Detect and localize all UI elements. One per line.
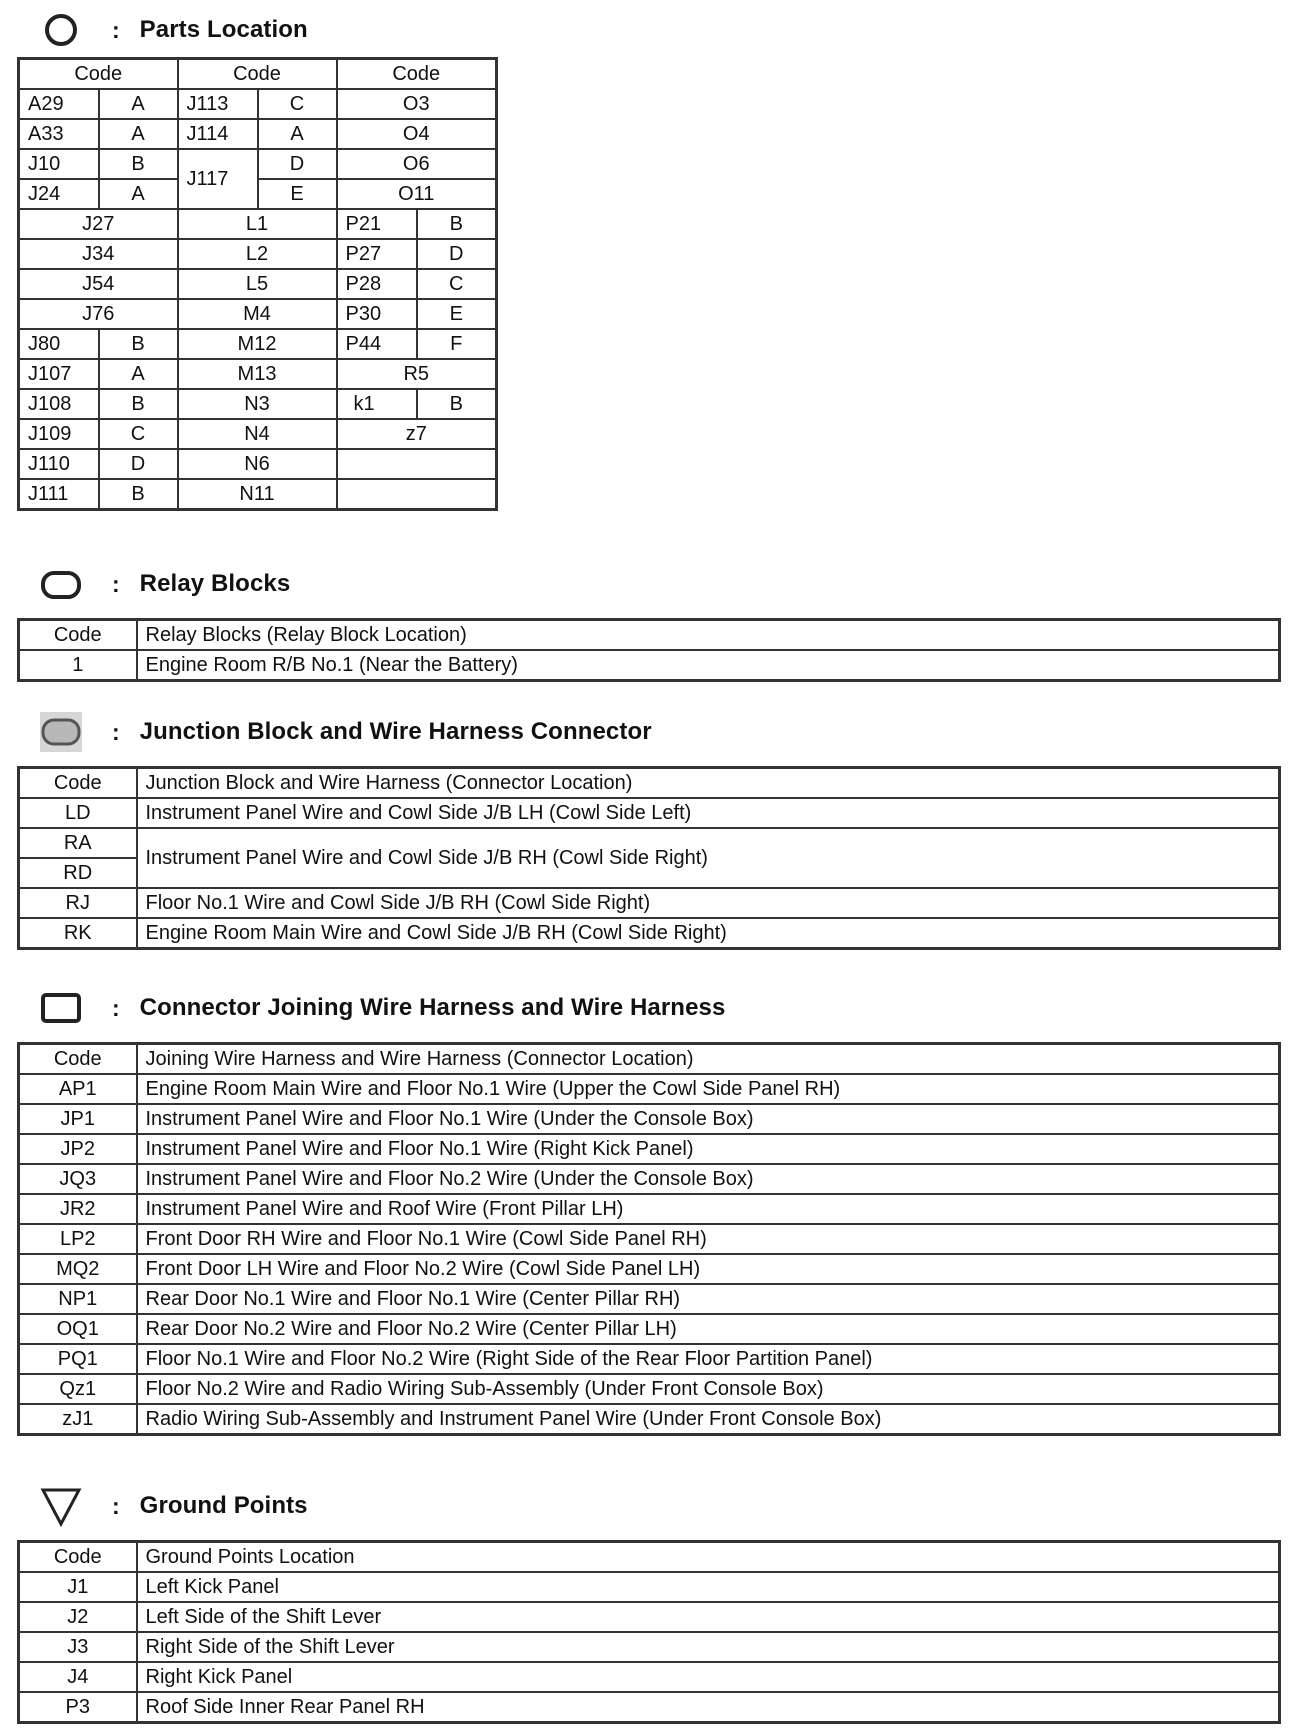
table-row (19, 1254, 1280, 1284)
table-row (19, 1404, 1280, 1435)
table-header-row (19, 1044, 1280, 1075)
connector-joining-table (17, 1042, 1281, 1436)
code-cell: P21 (337, 209, 417, 239)
header-cell: Code (19, 1542, 137, 1573)
table-row (19, 1374, 1280, 1404)
location-cell: D (99, 449, 178, 479)
relay-blocks-table (17, 618, 1281, 682)
table-row (19, 1284, 1280, 1314)
code-cell: J2 (19, 1602, 137, 1632)
rounded-oval-icon (38, 564, 84, 604)
ground-points-table (17, 1540, 1281, 1724)
table-row (19, 918, 1280, 949)
code-cell: N6 (178, 449, 337, 479)
table-row (19, 359, 497, 389)
relay-blocks-heading (38, 564, 290, 604)
code-cell: J27 (19, 209, 178, 239)
code-cell: J117 (178, 149, 258, 209)
code-cell: LD (19, 798, 137, 828)
table-header-row (19, 1542, 1280, 1573)
connector-joining-heading (38, 988, 725, 1028)
ground-points-heading (38, 1486, 308, 1526)
location-cell: B (417, 389, 497, 419)
location-cell: Instrument Panel Wire and Floor No.1 Wire (Under the Console Box) (137, 1104, 1280, 1134)
location-cell: Front Door LH Wire and Floor No.2 Wire (Cowl Side Panel LH) (137, 1254, 1280, 1284)
code-cell: L2 (178, 239, 337, 269)
location-cell: Engine Room R/B No.1 (Near the Battery) (137, 650, 1280, 681)
code-cell: JP2 (19, 1134, 137, 1164)
header-cell: Relay Blocks (Relay Block Location) (137, 620, 1280, 651)
code-cell: J10 (19, 149, 99, 179)
code-cell: J80 (19, 329, 99, 359)
table-row (19, 149, 497, 179)
table-row (19, 209, 497, 239)
table-header-row (19, 59, 497, 90)
code-cell: MQ2 (19, 1254, 137, 1284)
location-cell: Left Side of the Shift Lever (137, 1602, 1280, 1632)
code-cell: J3 (19, 1632, 137, 1662)
code-cell: JP1 (19, 1104, 137, 1134)
table-row (19, 1074, 1280, 1104)
location-cell: B (99, 479, 178, 510)
location-cell: Front Door RH Wire and Floor No.1 Wire (Cowl Side Panel RH) (137, 1224, 1280, 1254)
code-cell: A29 (19, 89, 99, 119)
location-cell: A (99, 179, 178, 209)
code-cell: J24 (19, 179, 99, 209)
header-cell: Junction Block and Wire Harness (Connector Location) (137, 768, 1280, 799)
location-cell: Left Kick Panel (137, 1572, 1280, 1602)
code-cell: P27 (337, 239, 417, 269)
location-cell: Right Side of the Shift Lever (137, 1632, 1280, 1662)
code-cell: P30 (337, 299, 417, 329)
location-cell: Floor No.1 Wire and Cowl Side J/B RH (Cowl Side Right) (137, 888, 1280, 918)
location-cell: Floor No.1 Wire and Floor No.2 Wire (Right Side of the Rear Floor Partition Panel) (137, 1344, 1280, 1374)
inverted-triangle-icon (38, 1486, 84, 1526)
section-title: Ground Points (139, 1492, 308, 1519)
table-row (19, 119, 497, 149)
heading-colon: : (112, 570, 120, 597)
code-cell: N11 (178, 479, 337, 510)
code-cell: J113 (178, 89, 258, 119)
table-row (19, 1224, 1280, 1254)
location-cell: A (99, 89, 178, 119)
table-row (19, 888, 1280, 918)
table-header-row (19, 620, 1280, 651)
section-title: Relay Blocks (139, 570, 291, 597)
code-cell: J107 (19, 359, 99, 389)
table-row (19, 299, 497, 329)
parts-location-table (17, 57, 498, 511)
table-row (19, 269, 497, 299)
location-cell: A (99, 359, 178, 389)
junction-block-heading (38, 712, 652, 752)
code-cell: RD (19, 858, 137, 888)
table-row (19, 329, 497, 359)
code-cell: OQ1 (19, 1314, 137, 1344)
code-cell: P3 (19, 1692, 137, 1723)
location-cell: B (99, 329, 178, 359)
table-row (19, 179, 497, 209)
table-row (19, 389, 497, 419)
code-cell: k1 (337, 389, 417, 419)
table-row (19, 1572, 1280, 1602)
location-cell: Engine Room Main Wire and Cowl Side J/B RH (Cowl Side Right) (137, 918, 1280, 949)
table-row (19, 89, 497, 119)
section-title: Parts Location (139, 16, 308, 43)
location-cell: B (417, 209, 497, 239)
table-header-row (19, 768, 1280, 799)
location-cell: Rear Door No.2 Wire and Floor No.2 Wire (Center Pillar LH) (137, 1314, 1280, 1344)
code-cell: P44 (337, 329, 417, 359)
code-cell: PQ1 (19, 1344, 137, 1374)
code-cell: J114 (178, 119, 258, 149)
location-cell: Radio Wiring Sub-Assembly and Instrument Panel Wire (Under Front Console Box) (137, 1404, 1280, 1435)
code-cell: O11 (337, 179, 497, 209)
code-cell: RJ (19, 888, 137, 918)
code-cell: J4 (19, 1662, 137, 1692)
table-row (19, 828, 1280, 858)
table-row (19, 1104, 1280, 1134)
rounded-square-icon (38, 988, 84, 1028)
location-cell: C (99, 419, 178, 449)
table-row (19, 1662, 1280, 1692)
heading-colon: : (112, 16, 120, 43)
code-cell: JQ3 (19, 1164, 137, 1194)
code-cell: O6 (337, 149, 497, 179)
location-cell: Instrument Panel Wire and Cowl Side J/B RH (Cowl Side Right) (137, 828, 1280, 888)
header-cell: Joining Wire Harness and Wire Harness (Connector Location) (137, 1044, 1280, 1075)
location-cell: C (417, 269, 497, 299)
code-cell: Qz1 (19, 1374, 137, 1404)
code-cell: L1 (178, 209, 337, 239)
header-cell: Code (337, 59, 497, 90)
table-row (19, 650, 1280, 681)
location-cell: B (99, 389, 178, 419)
code-cell: M12 (178, 329, 337, 359)
location-cell: Instrument Panel Wire and Roof Wire (Front Pillar LH) (137, 1194, 1280, 1224)
code-cell: O3 (337, 89, 497, 119)
empty-cell (337, 449, 497, 479)
code-cell: J76 (19, 299, 178, 329)
code-cell: z7 (337, 419, 497, 449)
code-cell: J109 (19, 419, 99, 449)
code-cell: J110 (19, 449, 99, 479)
location-cell: Engine Room Main Wire and Floor No.1 Wire (Upper the Cowl Side Panel RH) (137, 1074, 1280, 1104)
header-cell: Code (19, 1044, 137, 1075)
location-cell: B (99, 149, 178, 179)
location-cell: Instrument Panel Wire and Floor No.1 Wire (Right Kick Panel) (137, 1134, 1280, 1164)
code-cell: R5 (337, 359, 497, 389)
location-cell: D (258, 149, 337, 179)
location-cell: Instrument Panel Wire and Floor No.2 Wire (Under the Console Box) (137, 1164, 1280, 1194)
empty-cell (337, 479, 497, 510)
code-cell: J54 (19, 269, 178, 299)
section-title: Connector Joining Wire Harness and Wire Harness (139, 994, 726, 1021)
code-cell: J34 (19, 239, 178, 269)
code-cell: P28 (337, 269, 417, 299)
location-cell: E (417, 299, 497, 329)
location-cell: F (417, 329, 497, 359)
header-cell: Code (19, 59, 178, 90)
circle-icon (38, 10, 84, 50)
location-cell: Roof Side Inner Rear Panel RH (137, 1692, 1280, 1723)
code-cell: N4 (178, 419, 337, 449)
code-cell: J1 (19, 1572, 137, 1602)
location-cell: A (258, 119, 337, 149)
code-cell: zJ1 (19, 1404, 137, 1435)
table-row (19, 1314, 1280, 1344)
code-cell: LP2 (19, 1224, 137, 1254)
heading-colon: : (112, 718, 120, 745)
code-cell: A33 (19, 119, 99, 149)
code-cell: RK (19, 918, 137, 949)
code-cell: M13 (178, 359, 337, 389)
code-cell: RA (19, 828, 137, 858)
location-cell: Rear Door No.1 Wire and Floor No.1 Wire (Center Pillar RH) (137, 1284, 1280, 1314)
section-title: Junction Block and Wire Harness Connector (139, 718, 652, 745)
code-cell: JR2 (19, 1194, 137, 1224)
code-cell: 1 (19, 650, 137, 681)
location-cell: Floor No.2 Wire and Radio Wiring Sub-Assembly (Under Front Console Box) (137, 1374, 1280, 1404)
table-row (19, 1602, 1280, 1632)
code-cell: AP1 (19, 1074, 137, 1104)
code-cell: N3 (178, 389, 337, 419)
location-cell: E (258, 179, 337, 209)
header-cell: Code (178, 59, 337, 90)
heading-colon: : (112, 1492, 120, 1519)
code-cell: NP1 (19, 1284, 137, 1314)
table-row (19, 1632, 1280, 1662)
table-row (19, 1692, 1280, 1723)
header-cell: Code (19, 768, 137, 799)
code-cell: J111 (19, 479, 99, 510)
code-cell: J108 (19, 389, 99, 419)
junction-block-table (17, 766, 1281, 950)
location-cell: D (417, 239, 497, 269)
table-row (19, 449, 497, 479)
table-row (19, 1194, 1280, 1224)
shaded-oval-icon (38, 712, 84, 752)
table-row (19, 1164, 1280, 1194)
table-row (19, 1344, 1280, 1374)
table-row (19, 419, 497, 449)
table-row (19, 239, 497, 269)
code-cell: L5 (178, 269, 337, 299)
location-cell: Instrument Panel Wire and Cowl Side J/B LH (Cowl Side Left) (137, 798, 1280, 828)
table-row (19, 1134, 1280, 1164)
location-cell: Right Kick Panel (137, 1662, 1280, 1692)
parts-location-heading (38, 10, 308, 50)
heading-colon: : (112, 994, 120, 1021)
code-cell: M4 (178, 299, 337, 329)
header-cell: Ground Points Location (137, 1542, 1280, 1573)
table-row (19, 798, 1280, 828)
table-row (19, 479, 497, 510)
location-cell: A (99, 119, 178, 149)
location-cell: C (258, 89, 337, 119)
header-cell: Code (19, 620, 137, 651)
code-cell: O4 (337, 119, 497, 149)
